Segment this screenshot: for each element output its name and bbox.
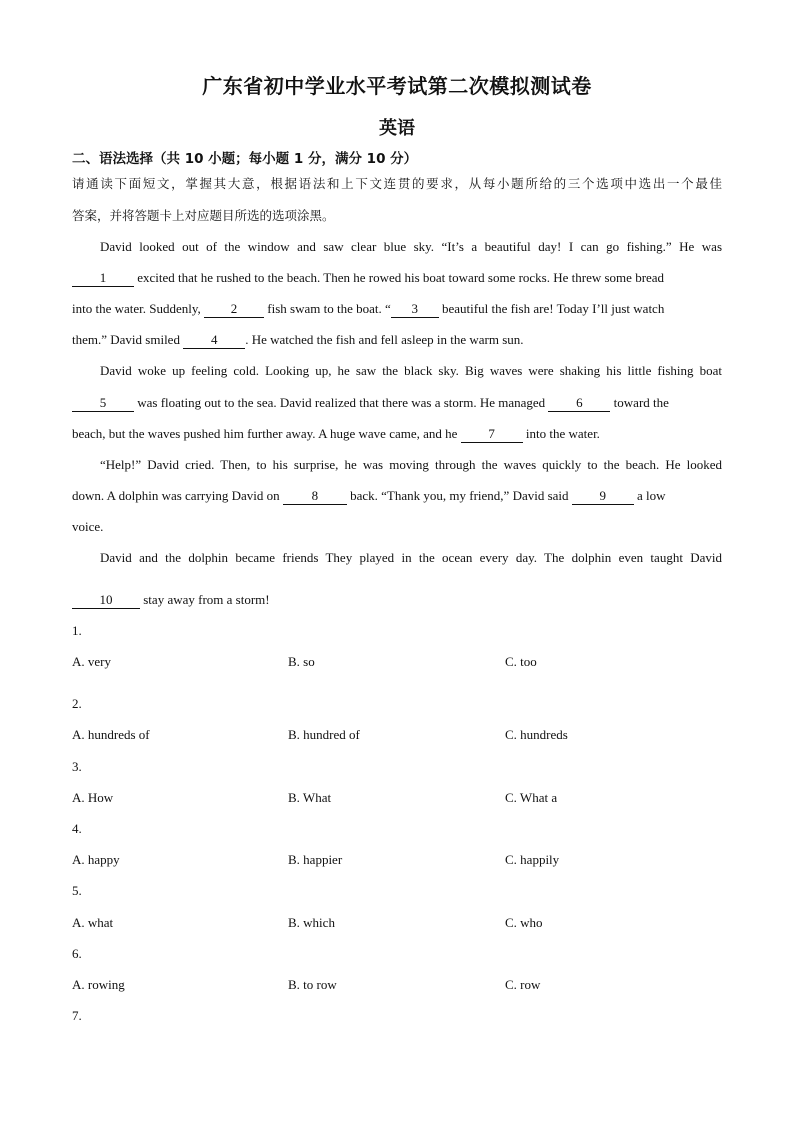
- passage-text: fish swam to the boat. “: [264, 301, 391, 316]
- subject-title: 英语: [379, 118, 415, 139]
- blank-6: 6: [548, 395, 610, 412]
- option-c: C. happily: [505, 852, 560, 867]
- option-c: C. hundreds: [505, 727, 568, 742]
- option-a: A. rowing: [72, 977, 125, 992]
- instruction-line-2: 答案，并将答题卡上对应题目所选的选项涂黑。: [72, 208, 335, 223]
- passage-text: a low: [633, 488, 666, 503]
- question-number: 5.: [72, 883, 82, 898]
- option-a: A. what: [72, 915, 114, 930]
- blank-5: 5: [72, 395, 134, 412]
- instruction-line-1: 请通读下面短文，掌握其大意，根据语法和上下文连贯的要求，从每小题所给的三个选项中选出一个最佳: [72, 176, 722, 191]
- question-number: 2.: [72, 696, 82, 711]
- question-number: 3.: [72, 759, 82, 774]
- passage-p4-line-1: David and the dolphin became friends They played in the ocean every day. The dolphin even taught David: [100, 550, 722, 565]
- section-heading: 二、语法选择（共 10 小题；每小题 1 分，满分 10 分）: [72, 151, 418, 167]
- option-a: A. happy: [72, 852, 120, 867]
- passage-text: stay away from a storm!: [140, 592, 270, 607]
- passage-text: back. “Thank you, my friend,” David said: [346, 488, 572, 503]
- passage-p1-line-4: [72, 330, 722, 350]
- passage-text: was floating out to the sea. David realized that there was a storm. He managed: [134, 395, 549, 410]
- blank-10: 10: [72, 592, 140, 609]
- passage-text: beautiful the fish are! Today I’ll just watch: [438, 301, 665, 316]
- question-number: 7.: [72, 1008, 82, 1023]
- passage-p2-line-2: [72, 393, 722, 413]
- passage-p4-line-2: [72, 590, 722, 610]
- option-b: B. which: [288, 915, 335, 930]
- blank-2: 2: [204, 301, 264, 318]
- passage-text: beach, but the waves pushed him further away. A huge wave came, and he: [72, 426, 461, 441]
- option-a: A. hundreds of: [72, 727, 150, 742]
- passage-text: down. A dolphin was carrying David on: [72, 488, 283, 503]
- passage-p2-line-1: David woke up feeling cold. Looking up, he saw the black sky. Big waves were shaking his little fishing boat: [100, 363, 722, 378]
- option-c: C. row: [505, 977, 541, 992]
- blank-7: 7: [461, 426, 523, 443]
- passage-p3-line-2: [72, 486, 722, 506]
- option-b: B. so: [288, 654, 315, 669]
- blank-9: 9: [572, 488, 634, 505]
- exam-title: 广东省初中学业水平考试第二次模拟测试卷: [202, 74, 592, 98]
- passage-p2-line-3: [72, 424, 722, 444]
- option-b: B. to row: [288, 977, 337, 992]
- passage-p1-line-1: David looked out of the window and saw clear blue sky. “It’s a beautiful day! I can go fishing.” He was: [100, 239, 722, 254]
- option-b: B. hundred of: [288, 727, 360, 742]
- passage-p3-line-3: voice.: [72, 519, 104, 534]
- question-number: 6.: [72, 946, 82, 961]
- blank-1: 1: [72, 270, 134, 287]
- passage-text: into the water.: [522, 426, 600, 441]
- option-b: B. happier: [288, 852, 343, 867]
- passage-text: . He watched the fish and fell asleep in the warm sun.: [245, 332, 524, 347]
- passage-p1-line-3: [72, 299, 722, 319]
- option-c: C. too: [505, 654, 537, 669]
- option-a: A. very: [72, 654, 111, 669]
- passage-text: into the water. Suddenly,: [72, 301, 205, 316]
- blank-4: 4: [183, 332, 245, 349]
- question-number: 4.: [72, 821, 82, 836]
- passage-text: excited that he rushed to the beach. Then he rowed his boat toward some rocks. He threw some bread: [134, 270, 665, 285]
- question-number: 1.: [72, 623, 82, 638]
- blank-8: 8: [283, 488, 347, 505]
- option-a: A. How: [72, 790, 114, 805]
- passage-p3-line-1: “Help!” David cried. Then, to his surprise, he was moving through the waves quickly to the beach. He looked: [100, 457, 722, 472]
- option-b: B. What: [288, 790, 332, 805]
- option-c: C. What a: [505, 790, 558, 805]
- passage-text: them.” David smiled: [72, 332, 184, 347]
- passage-text: toward the: [610, 395, 669, 410]
- passage-p1-line-2: [72, 268, 722, 288]
- blank-3: 3: [391, 301, 439, 318]
- option-c: C. who: [505, 915, 543, 930]
